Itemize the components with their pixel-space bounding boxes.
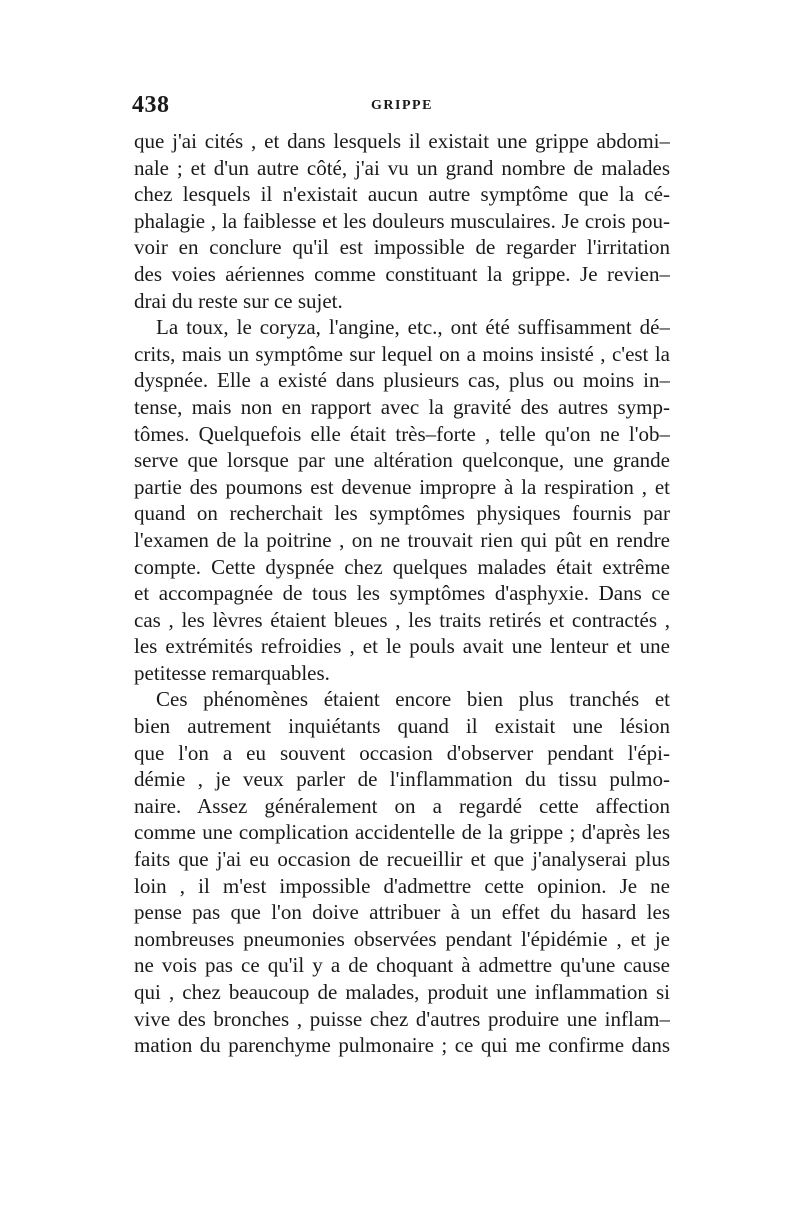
text-line: loin , il m'est impossible d'admettre cette opinion. Je ne (134, 873, 670, 898)
text-line: pense pas que l'on doive attribuer à un effet du hasard les (134, 900, 670, 925)
text-line: des voies aériennes comme constituant la grippe. Je revien– (134, 261, 670, 286)
text-line: que l'on a eu souvent occasion d'observer pendant l'épi- (134, 740, 670, 765)
text-line: compte. Cette dyspnée chez quelques malades était extrême (134, 554, 670, 579)
text-line: quand on recherchait les symptômes physiques fournis par (134, 501, 670, 526)
text-line: dyspnée. Elle a existé dans plusieurs cas, plus ou moins in– (134, 368, 670, 393)
text-line: crits, mais un symptôme sur lequel on a moins insisté , c'est la (134, 341, 670, 366)
text-line: cas , les lèvres étaient bleues , les traits retirés et contractés , (134, 607, 670, 632)
text-line: nombreuses pneumonies observées pendant l'épidémie , et je (134, 926, 670, 951)
text-line: drai du reste sur ce sujet. (134, 288, 343, 313)
text-line: Ces phénomènes étaient encore bien plus tranchés et (156, 687, 670, 712)
text-line: petitesse remarquables. (134, 660, 330, 685)
text-line: phalagie , la faiblesse et les douleurs musculaires. Je crois pou- (134, 208, 670, 233)
page-number: 438 (132, 92, 170, 118)
text-line: tense, mais non en rapport avec la gravité des autres symp- (134, 394, 670, 419)
text-line: les extrémités refroidies , et le pouls avait une lenteur et une (134, 634, 670, 659)
text-line: La toux, le coryza, l'angine, etc., ont été suffisamment dé– (156, 315, 670, 340)
text-line: naire. Assez généralement on a regardé cette affection (134, 793, 670, 818)
text-line: serve que lorsque par une altération quelconque, une grande (134, 448, 670, 473)
text-line: comme une complication accidentelle de la grippe ; d'après les (134, 820, 670, 845)
text-line: l'examen de la poitrine , on ne trouvait rien qui pût en rendre (134, 527, 670, 552)
text-line: nale ; et d'un autre côté, j'ai vu un grand nombre de malades (134, 155, 670, 180)
text-line: et accompagnée de tous les symptômes d'asphyxie. Dans ce (134, 581, 670, 606)
text-line: faits que j'ai eu occasion de recueillir et que j'analyserai plus (134, 847, 670, 872)
text-line: ne vois pas ce qu'il y a de choquant à admettre qu'une cause (134, 953, 670, 978)
text-line: mation du parenchyme pulmonaire ; ce qui me confirme dans (134, 1033, 670, 1058)
body-text (134, 128, 670, 1059)
text-line: que j'ai cités , et dans lesquels il existait une grippe abdomi– (134, 129, 670, 153)
text-line: partie des poumons est devenue impropre à la respiration , et (134, 474, 670, 499)
text-line: chez lesquels il n'existait aucun autre symptôme que la cé- (134, 182, 670, 207)
text-line: voir en conclure qu'il est impossible de regarder l'irritation (134, 235, 670, 260)
page-header (132, 92, 672, 122)
text-line: bien autrement inquiétants quand il existait une lésion (134, 714, 670, 739)
text-line: démie , je veux parler de l'inflammation du tissu pulmo- (134, 767, 670, 792)
text-line: vive des bronches , puisse chez d'autres produire une inflam– (134, 1006, 670, 1031)
text-line: tômes. Quelquefois elle était très–forte , telle qu'on ne l'ob– (134, 421, 670, 446)
running-title: GRIPPE (371, 98, 433, 113)
text-line: qui , chez beaucoup de malades, produit une inflammation si (134, 980, 670, 1004)
